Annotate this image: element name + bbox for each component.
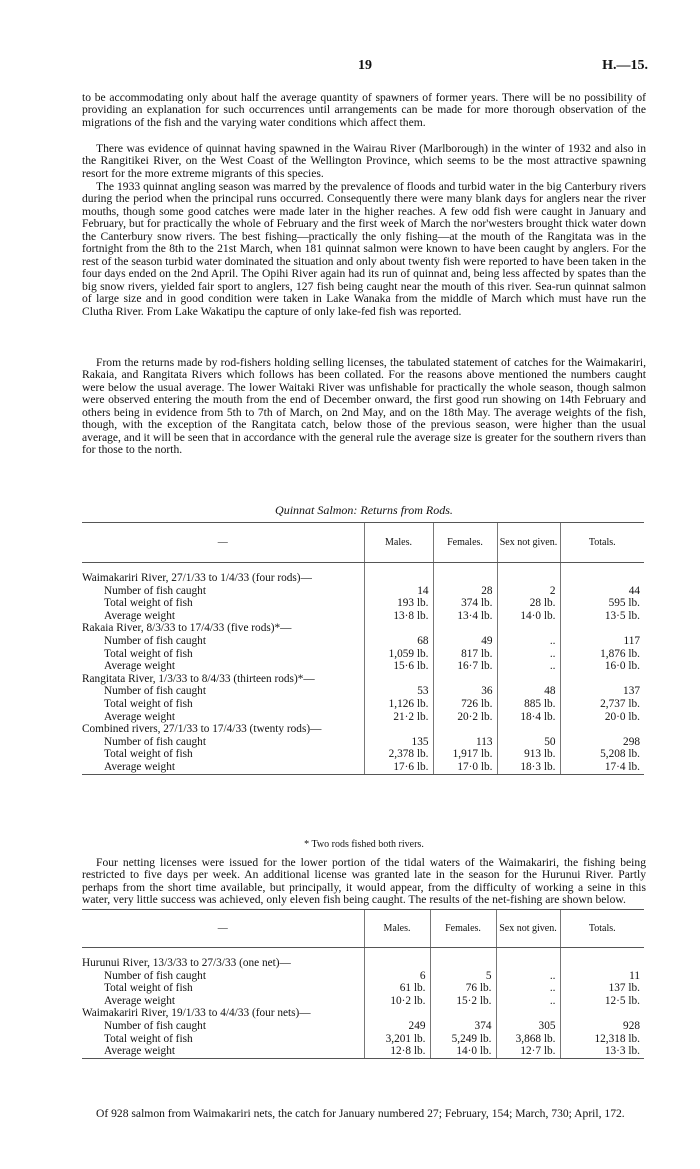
females-cell: 20·2 lb. [433,711,497,724]
table-row [82,748,644,761]
sex-not-given-cell: .. [497,635,560,648]
males-cell: 17·6 lb. [364,761,433,774]
males-cell: 68 [364,635,433,648]
females-cell [433,622,497,635]
row-label: Average weight [82,761,364,774]
totals-cell: 595 lb. [560,597,644,610]
table-group-row [82,572,644,585]
totals-cell [560,723,644,736]
group-label: Rakaia River, 8/3/33 to 17/4/33 (five rods)*— [82,622,292,635]
table-row [82,685,644,698]
males-cell: 12·8 lb. [364,1045,430,1058]
males-cell: 13·8 lb. [364,610,433,623]
page-header [82,58,648,78]
spacer-cell [496,948,560,958]
spacer-cell [560,563,644,573]
females-cell: 49 [433,635,497,648]
males-cell: 21·2 lb. [364,711,433,724]
sex-not-given-cell [496,1007,560,1020]
spacer-cell [560,948,644,958]
sex-not-given-cell: 14·0 lb. [497,610,560,623]
paragraph-5: Four netting licenses were issued for the lower portion of the tidal waters of the Waimakariri, the fishing being restricted to five days per week. An additional license was granted late in the season for the Hurunui River. Partly perhaps from the short time available, but principally, it would appear, from the difficulty of working a seine in this water, very little success was achieved, only eleven fish being caught. The results of the net-fishing are shown below. [82,856,646,907]
row-label: Average weight [104,994,175,1007]
table-row [82,698,644,711]
males-cell [364,622,433,635]
table1-header-totals: Totals. [560,523,644,563]
totals-cell: 137 [560,685,644,698]
table-group-row [82,957,644,970]
table1-footnote: * Two rods fished both rivers. [304,839,424,850]
sex-not-given-cell: 2 [497,585,560,598]
males-cell: 3,201 lb. [364,1033,430,1046]
sex-not-given-cell: 12·7 lb. [496,1045,560,1058]
table-row [82,1033,644,1046]
females-cell: 16·7 lb. [433,660,497,673]
table-row [82,648,644,661]
net-returns-table [82,909,644,1059]
females-cell: 113 [433,736,497,749]
females-cell: 14·0 lb. [430,1045,496,1058]
totals-cell: 44 [560,585,644,598]
sex-not-given-cell [497,723,560,736]
table-group-row [82,622,644,635]
totals-cell: 117 [560,635,644,648]
females-cell [430,1007,496,1020]
sex-not-given-cell [497,673,560,686]
row-label: Total weight of fish [104,1032,193,1045]
totals-cell: 298 [560,736,644,749]
table-row [82,597,644,610]
table-row [82,585,644,598]
sex-not-given-cell: 885 lb. [497,698,560,711]
males-cell: 53 [364,685,433,698]
row-label: Number of fish caught [104,685,206,698]
paragraph-3: The 1933 quinnat angling season was marred by the prevalence of floods and turbid water in the big Canterbury rivers during the period when the principal runs occurred. Consequently there were many blank days for anglers near the river mouths, though some good catches were made later in the higher reaches. A few odd fish were caught in January and February, but for practically the whole of February and the first week of March the nor'westers brought thick water down the Canterbury snow rivers. The best fishing—practically the only fishing—at the mouth of the Rangitata was in the fortnight from the 8th to the 21st March, when 181 quinnat salmon were known to have been caught by anglers. For the rest of the season turbid water dominated the situation and only about twenty fish were reported to have been taken in the four days ended on the 2nd April. The Opihi River again had its run of quinnat and, being less affected by spates than the big snow rivers, yielded fair sport to anglers, 127 fish being caught near the mouth of this river. Sea-run quinnat salmon of large size and in good condition were taken in Lake Wanaka from the middle of March which must have run the Clutha River. From Lake Wakatipu the capture of only lake-fed fish was reported. [82,180,646,318]
sex-not-given-cell: .. [497,660,560,673]
sex-not-given-cell [496,957,560,970]
spacer-cell [82,948,364,958]
females-cell [433,673,497,686]
males-cell: 1,126 lb. [364,698,433,711]
males-cell [364,572,433,585]
table-row [82,610,644,623]
table-row [82,635,644,648]
spacer-cell [430,948,496,958]
spacer-row [82,563,644,573]
row-label: Average weight [104,710,175,723]
males-cell: 249 [364,1020,430,1033]
row-label: Total weight of fish [104,597,193,610]
paragraph-6: Of 928 salmon from Waimakariri nets, the catch for January numbered 27; February, 154; March, 730; April, 172. [96,1107,625,1120]
sex-not-given-cell [497,572,560,585]
table1-header-sex-not-given: Sex not given. [497,523,560,563]
totals-cell: 13·5 lb. [560,610,644,623]
sex-not-given-cell: 50 [497,736,560,749]
group-label: Combined rivers, 27/1/33 to 17/4/33 (twenty rods)— [82,723,322,736]
row-label: Number of fish caught [104,634,206,647]
table2-header-label: — [82,910,364,948]
table2-header-males: Males. [364,910,430,948]
paragraph-1: to be accommodating only about half the average quantity of spawners of former years. There will be no possibility of providing an explanation for such occurrences until arrangements can be made for more thorough observation of the migrations of the fish and the varying water conditions which affect them. [82,91,646,129]
sex-not-given-cell: .. [496,970,560,983]
sex-not-given-cell: 28 lb. [497,597,560,610]
table-row [82,1020,644,1033]
row-label: Total weight of fish [104,748,193,761]
sex-not-given-cell: 305 [496,1020,560,1033]
females-cell: 15·2 lb. [430,995,496,1008]
group-label: Waimakariri River, 19/1/33 to 4/4/33 (four nets)— [82,1007,311,1020]
females-cell [433,723,497,736]
table-row [82,711,644,724]
spacer-cell [364,563,433,573]
males-cell [364,723,433,736]
totals-cell: 2,737 lb. [560,698,644,711]
totals-cell [560,673,644,686]
rod-returns-table [82,522,644,775]
row-label: Average weight [104,660,175,673]
row-label: Number of fish caught [104,735,206,748]
totals-cell: 17·4 lb. [560,761,644,774]
table-row [82,1045,644,1058]
spacer-cell [82,563,364,573]
sex-not-given-cell: 18·4 lb. [497,711,560,724]
row-label: Total weight of fish [104,697,193,710]
table1-caption: Quinnat Salmon: Returns from Rods. [275,503,453,517]
row-label: Number of fish caught [104,969,206,982]
males-cell: 15·6 lb. [364,660,433,673]
females-cell: 13·4 lb. [433,610,497,623]
males-cell: 2,378 lb. [364,748,433,761]
males-cell: 10·2 lb. [364,995,430,1008]
table-row [82,660,644,673]
totals-cell: 12,318 lb. [560,1033,644,1046]
table2-header-totals: Totals. [560,910,644,948]
row-label: Average weight [104,609,175,622]
females-cell: 17·0 lb. [433,761,497,774]
females-cell: 374 lb. [433,597,497,610]
females-cell: 5 [430,970,496,983]
row-label: Average weight [82,1045,364,1058]
spacer-cell [364,948,430,958]
spacer-cell [433,563,497,573]
sex-not-given-cell: 48 [497,685,560,698]
table2-header-females: Females. [430,910,496,948]
table1-header-label: — [82,523,364,563]
females-cell: 374 [430,1020,496,1033]
totals-cell [560,1007,644,1020]
table-row [82,736,644,749]
sex-not-given-cell: .. [496,995,560,1008]
totals-cell: 20·0 lb. [560,711,644,724]
table-row [82,982,644,995]
paragraph-2: There was evidence of quinnat having spawned in the Wairau River (Marlborough) in the winter of 1932 and also in the Rangitikei River, on the West Coast of the Wellington Province, which seems to be the most attractive spawning resort for the more extreme migrants of this species. [82,142,646,180]
row-label: Number of fish caught [104,584,206,597]
totals-cell: 13·3 lb. [560,1045,644,1058]
males-cell: 14 [364,585,433,598]
totals-cell: 1,876 lb. [560,648,644,661]
females-cell: 817 lb. [433,648,497,661]
table-row [82,995,644,1008]
table1-header-males: Males. [364,523,433,563]
table1-header-females: Females. [433,523,497,563]
males-cell [364,957,430,970]
table-group-row [82,673,644,686]
sex-not-given-cell: 3,868 lb. [496,1033,560,1046]
females-cell: 726 lb. [433,698,497,711]
group-label: Waimakariri River, 27/1/33 to 1/4/33 (four rods)— [82,572,312,584]
table2-header-sex-not-given: Sex not given. [496,910,560,948]
males-cell: 135 [364,736,433,749]
group-label: Hurunui River, 13/3/33 to 27/3/33 (one net)— [82,957,291,969]
table-row [82,970,644,983]
sex-not-given-cell: .. [496,982,560,995]
group-label: Rangitata River, 1/3/33 to 8/4/33 (thirteen rods)*— [82,672,315,685]
males-cell: 6 [364,970,430,983]
totals-cell: 16·0 lb. [560,660,644,673]
totals-cell: 5,208 lb. [560,748,644,761]
table-group-row [82,723,644,736]
sex-not-given-cell: .. [497,648,560,661]
females-cell: 76 lb. [430,982,496,995]
sex-not-given-cell [497,622,560,635]
totals-cell: 12·5 lb. [560,995,644,1008]
males-cell [364,1007,430,1020]
spacer-row [82,948,644,958]
row-label: Total weight of fish [104,647,193,660]
table-row [82,761,644,774]
table-group-row [82,1007,644,1020]
males-cell: 1,059 lb. [364,648,433,661]
males-cell: 61 lb. [364,982,430,995]
page-number: 19 [358,58,372,73]
totals-cell [560,622,644,635]
totals-cell: 928 [560,1020,644,1033]
paragraph-4: From the returns made by rod-fishers holding selling licenses, the tabulated statement of catches for the Waimakariri, Rakaia, and Rangitata Rivers which follows has been collated. For the reasons above mentioned the numbers caught were below the usual average. The lower Waitaki River was unfishable for practically the whole season, though salmon were observed entering the mouth from the end of December onward, the first good run showing on 14th February and others being in evidence from 5th to 7th of March, on 2nd May, and on the 18th May. The average weights of the fish, though, with the exception of the Rangitata catch, below those of the previous season, were higher than the usual average, and it will be seen that in accordance with the general rule the average size is greater for the southern rivers than for those to the north. [82,356,646,457]
females-cell: 5,249 lb. [430,1033,496,1046]
females-cell: 28 [433,585,497,598]
document-code: H.—15. [602,58,648,73]
totals-cell [560,957,644,970]
females-cell [430,957,496,970]
males-cell [364,673,433,686]
males-cell: 193 lb. [364,597,433,610]
row-label: Number of fish caught [104,1019,206,1032]
females-cell: 1,917 lb. [433,748,497,761]
totals-cell: 137 lb. [560,982,644,995]
row-label: Total weight of fish [104,982,193,995]
females-cell [433,572,497,585]
sex-not-given-cell: 18·3 lb. [497,761,560,774]
spacer-cell [497,563,560,573]
totals-cell: 11 [560,970,644,983]
totals-cell [560,572,644,585]
females-cell: 36 [433,685,497,698]
sex-not-given-cell: 913 lb. [497,748,560,761]
